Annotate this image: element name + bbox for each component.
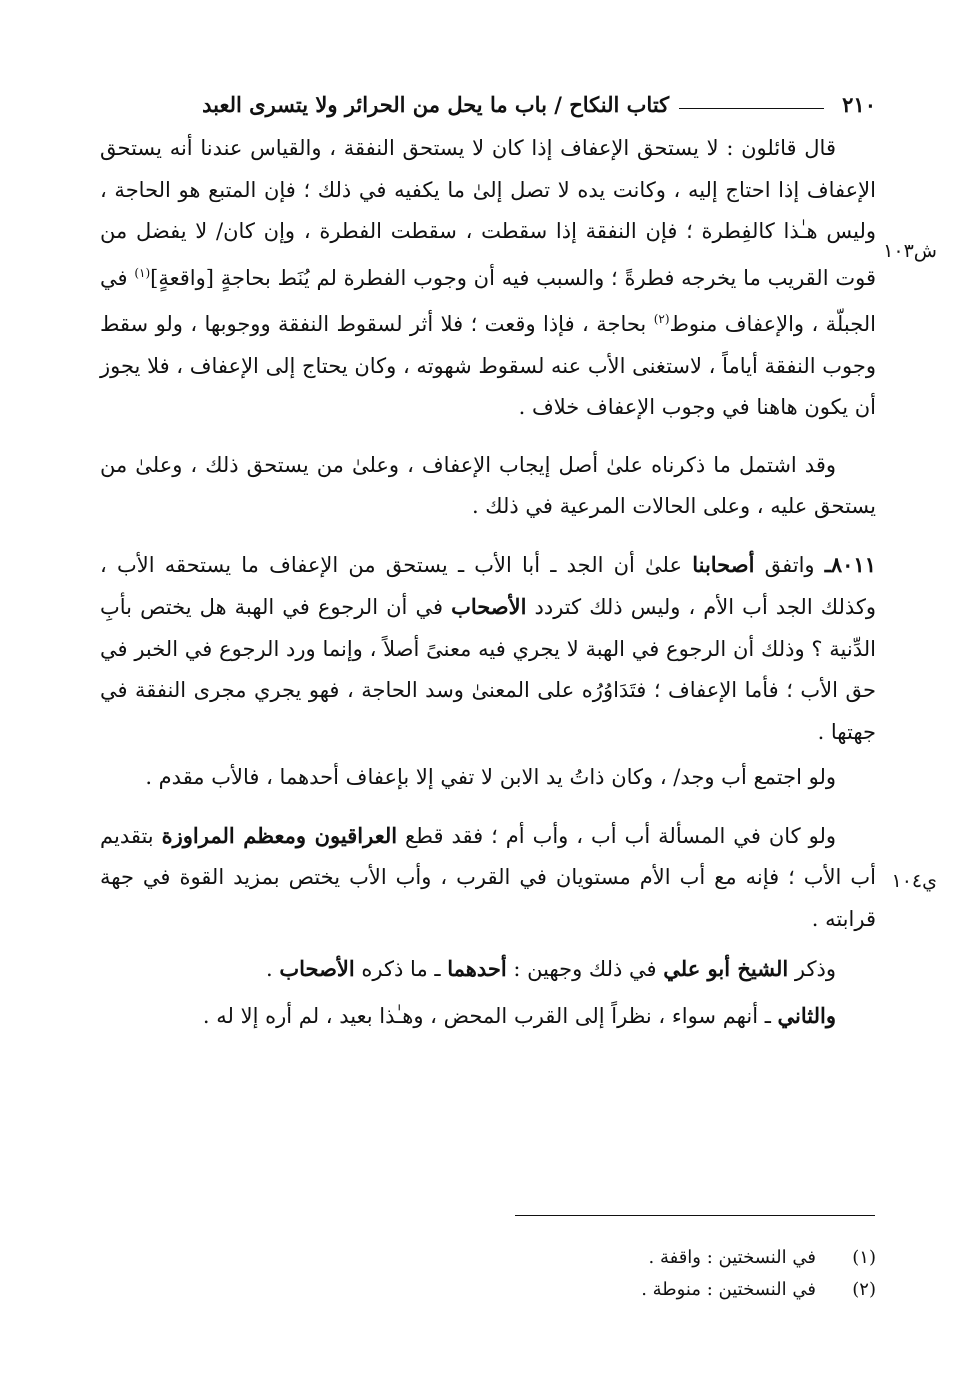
paragraph-6-text-c: ـ ما ذكره bbox=[354, 957, 448, 981]
bold-term: العراقيون ومعظم المراوزة bbox=[161, 822, 398, 848]
paragraph-1 bbox=[100, 128, 876, 429]
bold-term: الشيخ أبو علي bbox=[663, 956, 789, 981]
footnote-ref-2: (٢) bbox=[653, 312, 670, 326]
section-number: ٨٠١١ـ bbox=[824, 551, 876, 577]
footnote-number: (١) bbox=[852, 1247, 876, 1268]
footnotes bbox=[400, 1242, 876, 1306]
paragraph-4-text: ولو اجتمع أب وجد/ ، وكان ذاتُ يد الابن لا تفي إلا بإعفاف أحدهما ، فالأب مقدم . bbox=[145, 765, 836, 789]
footnote-ref-1: (١) bbox=[134, 265, 151, 280]
footnote-text: في النسختين : واقفة . bbox=[648, 1247, 816, 1268]
paragraph-3 bbox=[100, 544, 876, 754]
footnote-text: في النسختين : منوطة . bbox=[641, 1279, 816, 1300]
header-rule bbox=[679, 108, 824, 109]
footnote-rule bbox=[515, 1215, 875, 1216]
paragraph-3-text-a: واتفق bbox=[754, 552, 825, 577]
paragraph-6 bbox=[100, 948, 876, 991]
footnote-1 bbox=[400, 1242, 876, 1274]
paragraph-4 bbox=[100, 757, 876, 799]
bold-term: الأصحاب bbox=[279, 956, 355, 981]
paragraph-7-text: ـ أنهم سواء ، نظراً إلى القرب المحض ، وهـٰذا بعيد ، لم أره إلا له . bbox=[202, 1003, 778, 1028]
paragraph-2 bbox=[100, 445, 876, 528]
paragraph-5-text-b: بتقديم أب الأب ؛ فإنه مع أب الأم مستويان في القرب ، وأب الأب يختص بمزيد القوة في جهة قرابته . bbox=[100, 823, 876, 931]
page-header bbox=[100, 84, 876, 124]
paragraph-6-text-b: في ذلك وجهين : bbox=[506, 957, 664, 981]
bold-term: أصحابنا bbox=[692, 551, 755, 577]
margin-note-sh103: ش١٠٣ bbox=[883, 240, 937, 262]
paragraph-5-text-a: ولو كان في المسألة أب أب ، وأب أم ؛ فقد قطع bbox=[397, 823, 836, 848]
paragraph-2-text: وقد اشتمل ما ذكرناه علىٰ أصل إيجاب الإعفاف ، وعلىٰ من يستحق ذلك ، وعلىٰ من يستحق عليه ، وعلى الحالات المرعية في ذلك . bbox=[100, 452, 876, 518]
footnote-2 bbox=[400, 1274, 876, 1306]
paragraph-3-text-b: علىٰ أن الجد ـ أبا الأب ـ يستحق من الإعفاف ما يستحقه الأب ، وكذلك الجد أب الأم ، وليس ذلك كتردد bbox=[100, 552, 876, 619]
paragraph-1-end: بحاجة ، فإذا وقعت ؛ فلا أثر لسقوط النفقة ووجوبها ، ولو سقط وجوب النفقة أياماً ، لاستغنى الأب عنه لسقوط شهوته ، وكان يحتاج إلى الإعفاف ، فلا يجوز أن يكون هاهنا في وجوب الإعفاف خلاف . bbox=[100, 312, 876, 419]
bold-term: والثاني bbox=[777, 1002, 836, 1028]
paragraph-1-text: قال قائلون : لا يستحق الإعفاف إذا كان لا يستحق النفقة ، والقياس عندنا أنه يستحق الإعفاف إذا احتاج إليه ، وكانت يده لا تصل إلىٰ ما يكفيه في ذلك ؛ فإن المتبع هو الحاجة ، وليس هـٰذا كالفِطرة ؛ فإن النفقة إذا سقطت ، سقطت الفطرة ، وإن كان/ لا يفضل من قوت القريب ما يخرجه فطرةً ؛ والسبب فيه أن وجوب الفطرة لم يُنَط بحاجةٍ [واقعةٍ] bbox=[100, 136, 876, 290]
paragraph-3-text-c: في أن الرجوع في الهبة هل يختص بأبِ الدِّنية ؟ وذلك أن الرجوع في الهبة لا يجري فيه معنىً أصلاً ، وإنما ورد الرجوع في الخبر في حق الأب ؛ فأما الإعفاف ؛ فتَدَاوُرُه على المعنىٰ وسد الحاجة ، فهو يجري مجرى النفقة في جهتها . bbox=[100, 595, 876, 744]
paragraph-5 bbox=[100, 815, 876, 941]
paragraph-6-text-a: وذكر bbox=[788, 957, 836, 981]
page-body bbox=[100, 128, 876, 1037]
paragraph-1-mid: في الجبلّة ، والإعفاف منوط bbox=[100, 265, 876, 336]
running-title: كتاب النكاح / باب ما يحل من الحرائر ولا يتسرى العبد bbox=[202, 91, 670, 117]
paragraph-7 bbox=[100, 995, 876, 1038]
footnote-number: (٢) bbox=[852, 1279, 876, 1300]
margin-note-y104: ي١٠٤ bbox=[891, 870, 937, 892]
paragraph-6-text-d: . bbox=[266, 957, 280, 981]
bold-term: الأصحاب bbox=[451, 594, 527, 619]
page-number: ٢١٠ bbox=[842, 91, 876, 117]
bold-term: أحدهما bbox=[447, 956, 507, 981]
